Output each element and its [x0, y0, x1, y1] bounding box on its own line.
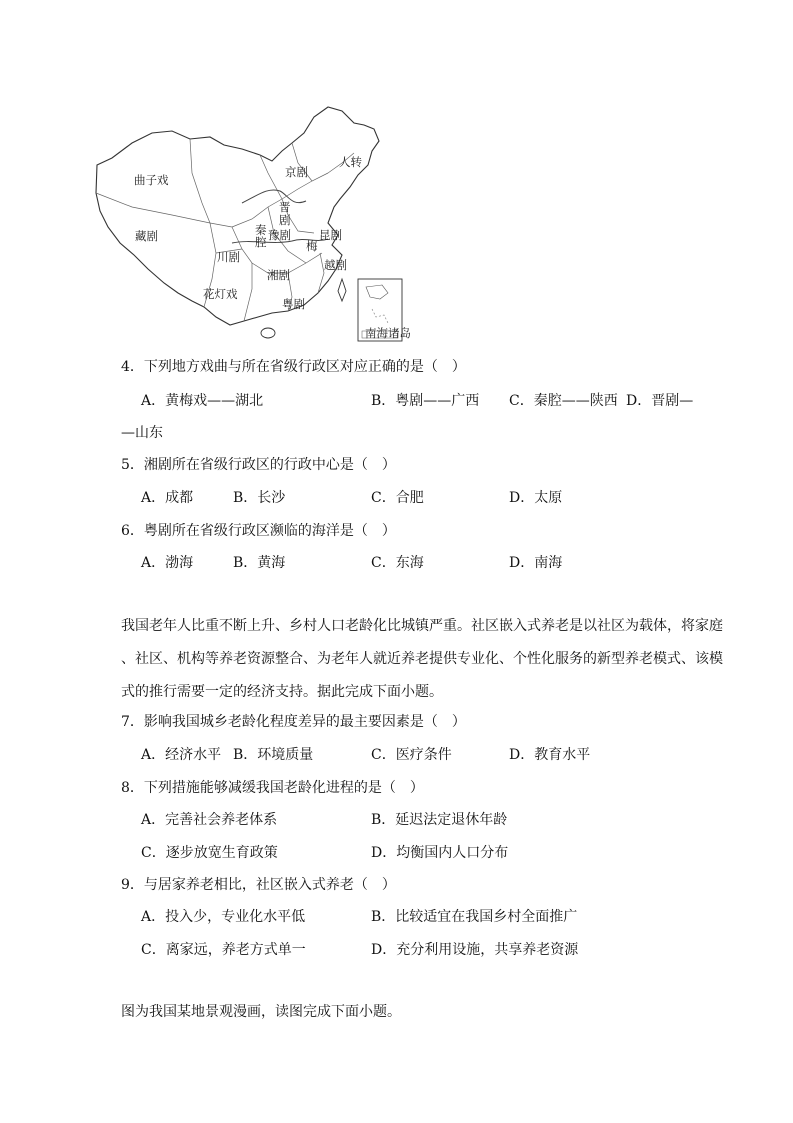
- q5-option-d[interactable]: D．太原: [509, 490, 563, 506]
- q6-option-a[interactable]: A．渤海: [141, 555, 194, 571]
- label-xiangju: 湘剧: [267, 268, 290, 282]
- label-kunju: 昆剧: [319, 228, 342, 242]
- question-5-stem: 5．湘剧所在省级行政区的行政中心是（ ）: [121, 457, 396, 473]
- label-yuju: 豫剧: [268, 228, 291, 242]
- q8-option-b[interactable]: B．延迟法定退休年龄: [371, 812, 508, 828]
- label-jinju-1: 晋: [279, 200, 291, 214]
- q5-option-a[interactable]: A．成都: [141, 490, 194, 506]
- q7-option-c[interactable]: C．医疗条件: [371, 747, 452, 763]
- label-chuanju: 川剧: [217, 250, 240, 264]
- q4-option-d-continuation: —山东: [121, 425, 163, 441]
- label-huadengxi: 花灯戏: [203, 287, 238, 301]
- question-6-stem: 6．粤剧所在省级行政区濒临的海洋是（ ）: [121, 523, 396, 539]
- next-section-intro: 图为我国某地景观漫画，读图完成下面小题。: [121, 1004, 401, 1020]
- question-9-stem: 9．与居家养老相比，社区嵌入式养老（ ）: [121, 877, 396, 893]
- q8-option-d[interactable]: D．均衡国内人口分布: [371, 845, 509, 861]
- q6-option-d[interactable]: D．南海: [509, 555, 563, 571]
- label-qinqiang-2: 腔: [255, 235, 267, 249]
- label-qinqiang-1: 秦: [255, 223, 267, 237]
- passage-line-3: 式的推行需要一定的经济支持。据此完成下面小题。: [121, 684, 443, 700]
- q7-option-b[interactable]: B．环境质量: [233, 747, 314, 763]
- passage-line-1: 我国老年人比重不断上升、乡村人口老龄化比城镇严重。社区嵌入式养老是以社区为载体，将家庭: [121, 618, 723, 634]
- q8-option-c[interactable]: C．逐步放宽生育政策: [141, 845, 278, 861]
- q7-option-a[interactable]: A．经济水平: [141, 747, 222, 763]
- label-yueju-guang: 粤剧: [282, 297, 305, 311]
- q4-option-a[interactable]: A．黄梅戏——湖北: [141, 393, 264, 409]
- q9-option-c[interactable]: C．离家远，养老方式单一: [141, 942, 306, 958]
- q9-option-d[interactable]: D．充分利用设施，共享养老资源: [371, 942, 579, 958]
- label-jingju: 京剧: [285, 165, 308, 179]
- q4-option-d[interactable]: D．晋剧—: [626, 393, 694, 409]
- label-quzixi: 曲子戏: [134, 173, 169, 187]
- q5-option-b[interactable]: B．长沙: [233, 490, 286, 506]
- label-nanhai: 南海诸岛: [365, 326, 410, 340]
- q9-option-b[interactable]: B．比较适宜在我国乡村全面推广: [371, 909, 578, 925]
- question-7-stem: 7．影响我国城乡老龄化程度差异的最主要因素是（ ）: [121, 714, 466, 730]
- q8-option-a[interactable]: A．完善社会养老体系: [141, 812, 278, 828]
- china-opera-map: [92, 103, 410, 343]
- question-8-stem: 8．下列措施能够减缓我国老龄化进程的是（ ）: [121, 780, 424, 796]
- q6-option-c[interactable]: C．东海: [371, 555, 424, 571]
- q4-option-b[interactable]: B．粤剧——广西: [371, 393, 480, 409]
- label-zangju: 藏剧: [135, 229, 158, 243]
- label-yueju-zhe: 越剧: [324, 258, 347, 272]
- map-svg: [92, 103, 410, 343]
- q6-option-b[interactable]: B．黄海: [233, 555, 286, 571]
- label-renzhuan: 人转: [339, 155, 362, 169]
- passage-line-2: 、社区、机构等养老资源整合、为老年人就近养老提供专业化、个性化服务的新型养老模式、该模: [121, 651, 723, 667]
- q5-option-c[interactable]: C．合肥: [371, 490, 424, 506]
- question-4-stem: 4．下列地方戏曲与所在省级行政区对应正确的是（ ）: [121, 359, 466, 375]
- label-jinju-2: 剧: [279, 213, 291, 227]
- q7-option-d[interactable]: D．教育水平: [509, 747, 591, 763]
- label-huangmeixi: 梅: [306, 239, 318, 253]
- q4-option-c[interactable]: C．秦腔——陕西: [509, 393, 618, 409]
- q9-option-a[interactable]: A．投入少，专业化水平低: [141, 909, 306, 925]
